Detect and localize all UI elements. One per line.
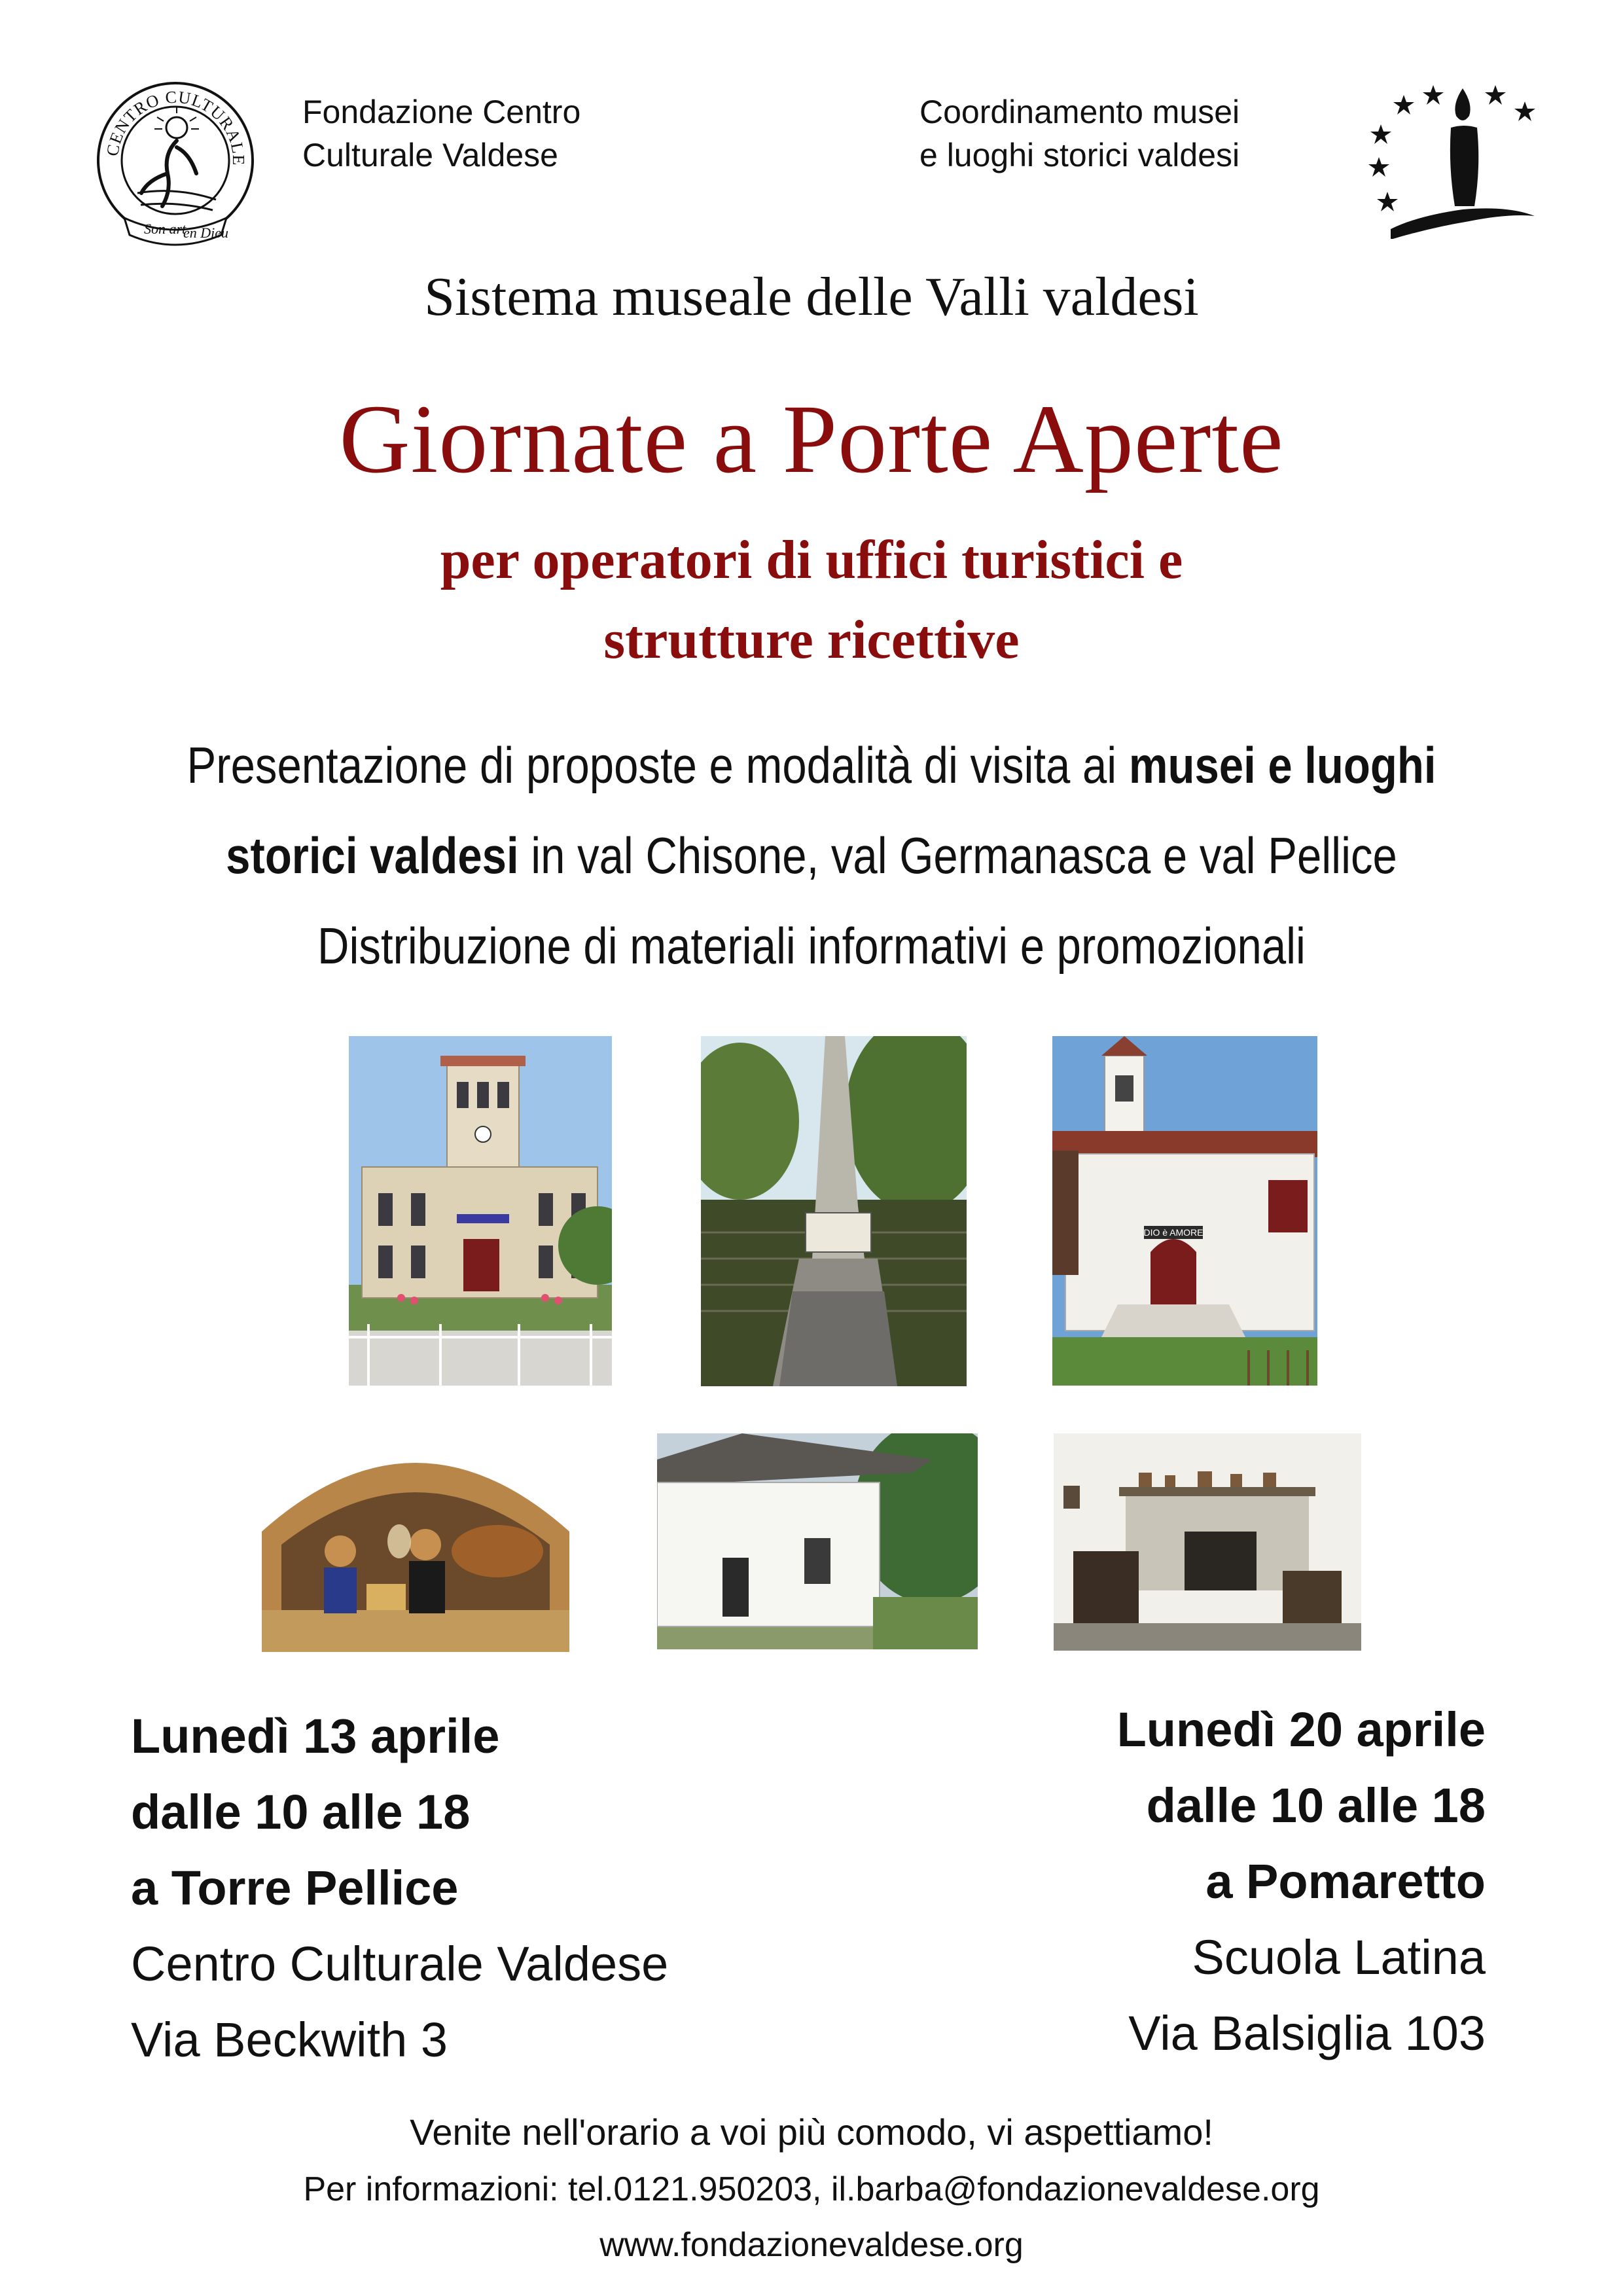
event-right-place: a Pomaretto <box>1205 1854 1486 1909</box>
left-org-line1: Fondazione Centro <box>302 94 581 130</box>
right-org-line1: Coordinamento musei <box>919 94 1240 130</box>
subtitle-line2: strutture ricettive <box>603 609 1020 670</box>
footer-invite: Venite nell'orario a voi più comodo, vi aspettiamo! <box>410 2111 1213 2153</box>
description-line1-bold: musei e luoghi <box>1128 736 1436 794</box>
logo-ring-text: CENTRO CULTURALE <box>103 87 249 166</box>
event-left-date: Lunedì 13 aprile <box>131 1709 500 1763</box>
system-title: Sistema museale delle Valli valdesi <box>424 266 1199 327</box>
event-right-venue: Scuola Latina <box>1192 1930 1486 1984</box>
main-title: Giornate a Porte Aperte <box>339 385 1284 493</box>
description-line2-bold: storici valdesi <box>226 827 519 884</box>
event-right-address: Via Balsiglia 103 <box>1128 2006 1486 2060</box>
event-left-time: dalle 10 alle 18 <box>131 1785 471 1839</box>
photo-villa-building <box>349 1036 612 1386</box>
description <box>181 720 1442 991</box>
description-line1 <box>181 720 1442 810</box>
event-pomaretto <box>818 1692 1486 2072</box>
logo-motto-1: Son art <box>144 221 187 237</box>
right-org-name <box>919 90 1325 177</box>
description-line2 <box>181 810 1442 901</box>
candle-stars-logo <box>1364 82 1541 239</box>
description-line3: Distribuzione di materiali informativi e promozionali <box>317 917 1306 975</box>
right-org-line2: e luoghi storici valdesi <box>919 137 1240 173</box>
centro-culturale-valdese-logo <box>79 62 268 252</box>
left-org-name <box>302 90 669 177</box>
photo-stone-monument <box>701 1036 967 1386</box>
subtitle <box>118 520 1505 680</box>
subtitle-line1: per operatori di uffici turistici e <box>440 529 1183 590</box>
event-left-place: a Torre Pellice <box>131 1861 459 1915</box>
left-org-line2: Culturale Valdese <box>302 137 558 173</box>
footer-website-link[interactable]: www.fondazionevaldese.org <box>599 2226 1024 2264</box>
description-line2-plain: in val Chisone, val Germanasca e val Pellice <box>518 827 1397 884</box>
logo-motto-2: en Dieu <box>183 224 229 241</box>
event-right-date: Lunedì 20 aprile <box>1116 1702 1486 1757</box>
event-right-time: dalle 10 alle 18 <box>1146 1778 1486 1833</box>
footer-contact-info: Per informazioni: tel.0121.950203, il.barba@fondazionevaldese.org <box>303 2170 1320 2208</box>
church-sign-text: DIO è AMORE <box>1143 1227 1204 1238</box>
description-line1-plain: Presentazione di proposte e modalità di visita ai <box>187 736 1129 794</box>
svg-text:CENTRO CULTURALE VALDESE <box>79 62 248 166</box>
photo-fireplace-room <box>1054 1433 1361 1651</box>
event-torre-pellice <box>131 1698 785 2078</box>
photo-diorama-figures <box>262 1433 569 1652</box>
photo-church-facade <box>1052 1036 1317 1386</box>
event-left-venue: Centro Culturale Valdese <box>131 1937 669 1991</box>
event-left-address: Via Beckwith 3 <box>131 2013 448 2067</box>
photo-white-house <box>657 1433 978 1649</box>
